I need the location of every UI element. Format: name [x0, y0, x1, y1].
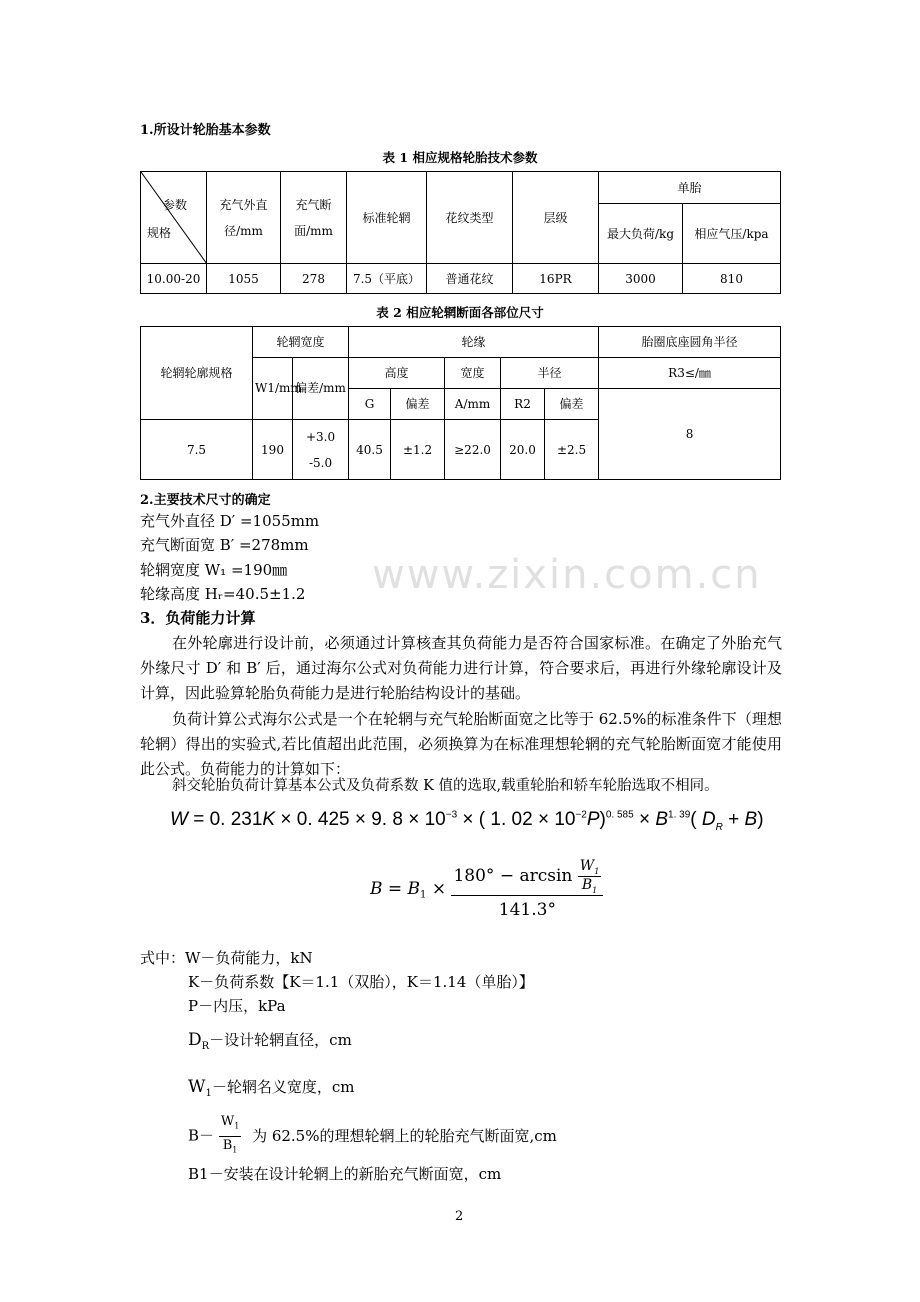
- formula-coefficient: = 0. 231: [193, 809, 263, 830]
- formula2-w-sub: 1: [594, 866, 600, 876]
- formula2-lhs: B = B: [370, 878, 421, 899]
- cell-r2-deviation: ±2.5: [545, 420, 599, 480]
- header-ply-rating: 层级: [513, 172, 599, 264]
- section-2-title: 2.主要技术尺寸的确定: [140, 493, 271, 508]
- param-line-1: 充气外直径 D′ =1055mm: [140, 512, 320, 530]
- header-section-width: 充气断面/mm: [281, 172, 347, 264]
- header-a: A/mm: [445, 389, 501, 420]
- legend-dr-symbol: D: [188, 1030, 202, 1050]
- formula2-times: ×: [431, 878, 447, 899]
- legend-intro: 式中：W－负荷能力，kN: [140, 949, 313, 967]
- legend-b1: B1－安装在设计轮辋上的新胎充气断面宽，cm: [188, 1165, 502, 1183]
- formula2-arcsin: 180° − arcsin: [453, 865, 573, 886]
- header-standard-rim: 标准轮辋: [347, 172, 427, 264]
- header-height: 高度: [349, 358, 445, 389]
- formula-exp-1: −3: [445, 809, 458, 821]
- legend-b: [188, 1113, 557, 1159]
- header-rim-width: 轮辋宽度: [253, 327, 349, 358]
- header-outer-diameter: 充气外直径/mm: [207, 172, 281, 264]
- legend-b-text: 为 62.5%的理想轮辋上的轮胎充气断面宽,cm: [252, 1126, 557, 1145]
- header-r2: R2: [501, 389, 545, 420]
- legend-b-prefix: B－: [188, 1126, 215, 1145]
- legend-w1: [188, 1075, 355, 1106]
- formula2-w: W: [579, 858, 595, 874]
- legend-w1-symbol: W: [188, 1077, 206, 1097]
- param-line-4: 轮缘高度 Hᵣ=40.5±1.2: [140, 585, 306, 603]
- param-line-2: 充气断面宽 B′ =278mm: [140, 536, 309, 554]
- cell-rim: 7.5（平底）: [347, 264, 427, 294]
- formula2-denominator: 141.3°: [498, 899, 556, 920]
- cell-g-deviation: ±1.2: [391, 420, 445, 480]
- paragraph-3: 斜交轮胎负荷计算基本公式及负荷系数 K 值的选取,载重轮胎和轿车轮胎选取不相同。: [172, 778, 719, 794]
- formula-paren-close: ): [599, 809, 606, 830]
- formula-constants: × 0. 425 × 9. 8 × 10: [280, 809, 446, 830]
- cell-pattern: 普通花纹: [427, 264, 513, 294]
- formula-pressure-term: × ( 1. 02 × 10: [462, 809, 576, 830]
- cell-r3: 8: [599, 389, 781, 480]
- legend-b-den-sub: 1: [232, 1145, 238, 1155]
- legend-w1-sub: 1: [205, 1088, 212, 1099]
- header-single-tire: 单胎: [599, 172, 781, 204]
- load-formula: [170, 809, 764, 833]
- section-1-title: 1.所设计轮胎基本参数: [140, 123, 271, 138]
- table-2-caption: 表 2 相应轮辋断面各部位尺寸: [376, 305, 544, 320]
- cell-g: 40.5: [349, 420, 391, 480]
- formula2-inner-fraction: [578, 858, 601, 895]
- cell-w1: 190: [253, 420, 293, 480]
- formula-exp-3: 0. 585: [605, 809, 634, 821]
- formula-w: W: [170, 809, 188, 830]
- formula-exp-2: −2: [575, 809, 587, 821]
- header-radius: 半径: [501, 358, 599, 389]
- cell-dev-plus: +3.0: [305, 429, 336, 444]
- formula-d: D: [701, 809, 716, 830]
- header-bead-radius: 胎圈底座圆角半径: [599, 327, 781, 358]
- cell-dev-minus: -5.0: [308, 455, 333, 470]
- formula-plus: +: [728, 809, 740, 830]
- formula-paren-close-2: ): [757, 809, 764, 830]
- formula2-lhs-sub: 1: [420, 889, 427, 901]
- formula-b: B: [655, 809, 669, 830]
- legend-k: K－负荷系数【K＝1.1（双胎），K＝1.14（单胎）】: [188, 973, 534, 991]
- legend-b-den: B: [222, 1137, 233, 1153]
- cell-profile: 7.5: [141, 420, 253, 480]
- formula-times: ×: [638, 809, 651, 830]
- cell-spec: 10.00-20: [141, 264, 207, 294]
- formula2-b-sub: 1: [592, 885, 598, 895]
- legend-b-fraction: [219, 1113, 241, 1159]
- table-2: [140, 326, 781, 480]
- header-w1: W1/mm: [253, 358, 293, 420]
- cell-a: ≥22.0: [445, 420, 501, 480]
- paragraph-2: 负荷计算公式海尔公式是一个在轮辋与充气轮胎断面宽之比等于 62.5%的标准条件下（理想轮辋）得出的实验式,若比值超出此范围，必须换算为在标准理想轮辋的充气轮胎断面宽才能使用此公式。负荷能力的计算如下：: [140, 710, 782, 778]
- param-line-3: 轮辋宽度 W₁ =190㎜: [140, 561, 288, 579]
- diagonal-bottom-label: 规格: [147, 226, 172, 240]
- formula-k: K: [262, 809, 276, 830]
- legend-w1-text: －轮辋名义宽度，cm: [211, 1078, 355, 1096]
- header-deviation-1: 偏差/mm: [293, 358, 349, 420]
- cell-ply: 16PR: [513, 264, 599, 294]
- header-rim-profile: 轮辋轮廓规格: [141, 327, 253, 420]
- formula-d-sub: R: [715, 821, 723, 833]
- table-row: [141, 264, 781, 294]
- legend-b-num-sub: 1: [234, 1121, 240, 1131]
- cell-pressure: 810: [683, 264, 781, 294]
- header-deviation-3: 偏差: [545, 389, 599, 420]
- cell-outer-diameter: 1055: [207, 264, 281, 294]
- cell-max-load: 3000: [599, 264, 683, 294]
- legend-dr-sub: R: [201, 1041, 210, 1052]
- formula-b2: B: [744, 809, 758, 830]
- diagonal-line: [141, 172, 207, 264]
- formula2-numerator: [451, 858, 603, 896]
- cell-w1-deviation: [293, 420, 349, 480]
- header-width: 宽度: [445, 358, 501, 389]
- cell-section-width: 278: [281, 264, 347, 294]
- formula-paren-open: (: [690, 809, 697, 830]
- legend-dr-text: －设计轮辋直径，cm: [209, 1031, 352, 1049]
- formula-p: P: [586, 809, 600, 830]
- legend-p: P－内压，kPa: [188, 997, 286, 1015]
- page-number: 2: [455, 1209, 464, 1224]
- header-pattern-type: 花纹类型: [427, 172, 513, 264]
- header-r3: R3≤/㎜: [599, 358, 781, 389]
- header-max-load: 最大负荷/kg: [599, 204, 683, 264]
- formula-exp-4: 1. 39: [668, 809, 691, 821]
- watermark: www.zixin.com.cn: [372, 552, 762, 598]
- legend-b-num: W: [220, 1114, 235, 1129]
- section-3-title: 3．负荷能力计算: [140, 609, 256, 627]
- header-pressure: 相应气压/kpa: [683, 204, 781, 264]
- header-flange: 轮缘: [349, 327, 599, 358]
- width-formula: [370, 858, 603, 920]
- diagonal-top-label: 参数: [163, 198, 188, 212]
- paragraph-1: 在外轮廓进行设计前，必须通过计算核查其负荷能力是否符合国家标准。在确定了外胎充气外缘尺寸 D′ 和 B′ 后，通过海尔公式对负荷能力进行计算，符合要求后，再进行外缘轮廓设计及计算，因此验算轮胎负荷能力是进行轮胎结构设计的基础。: [140, 634, 782, 702]
- cell-r2: 20.0: [501, 420, 545, 480]
- legend-dr: [188, 1028, 352, 1059]
- header-g: G: [349, 389, 391, 420]
- formula2-fraction: [451, 858, 603, 920]
- formula2-b: B: [581, 876, 593, 893]
- header-deviation-2: 偏差: [391, 389, 445, 420]
- diagonal-header-cell: [141, 172, 207, 264]
- table-1-caption: 表 1 相应规格轮胎技术参数: [382, 150, 538, 165]
- table-1: [140, 171, 781, 294]
